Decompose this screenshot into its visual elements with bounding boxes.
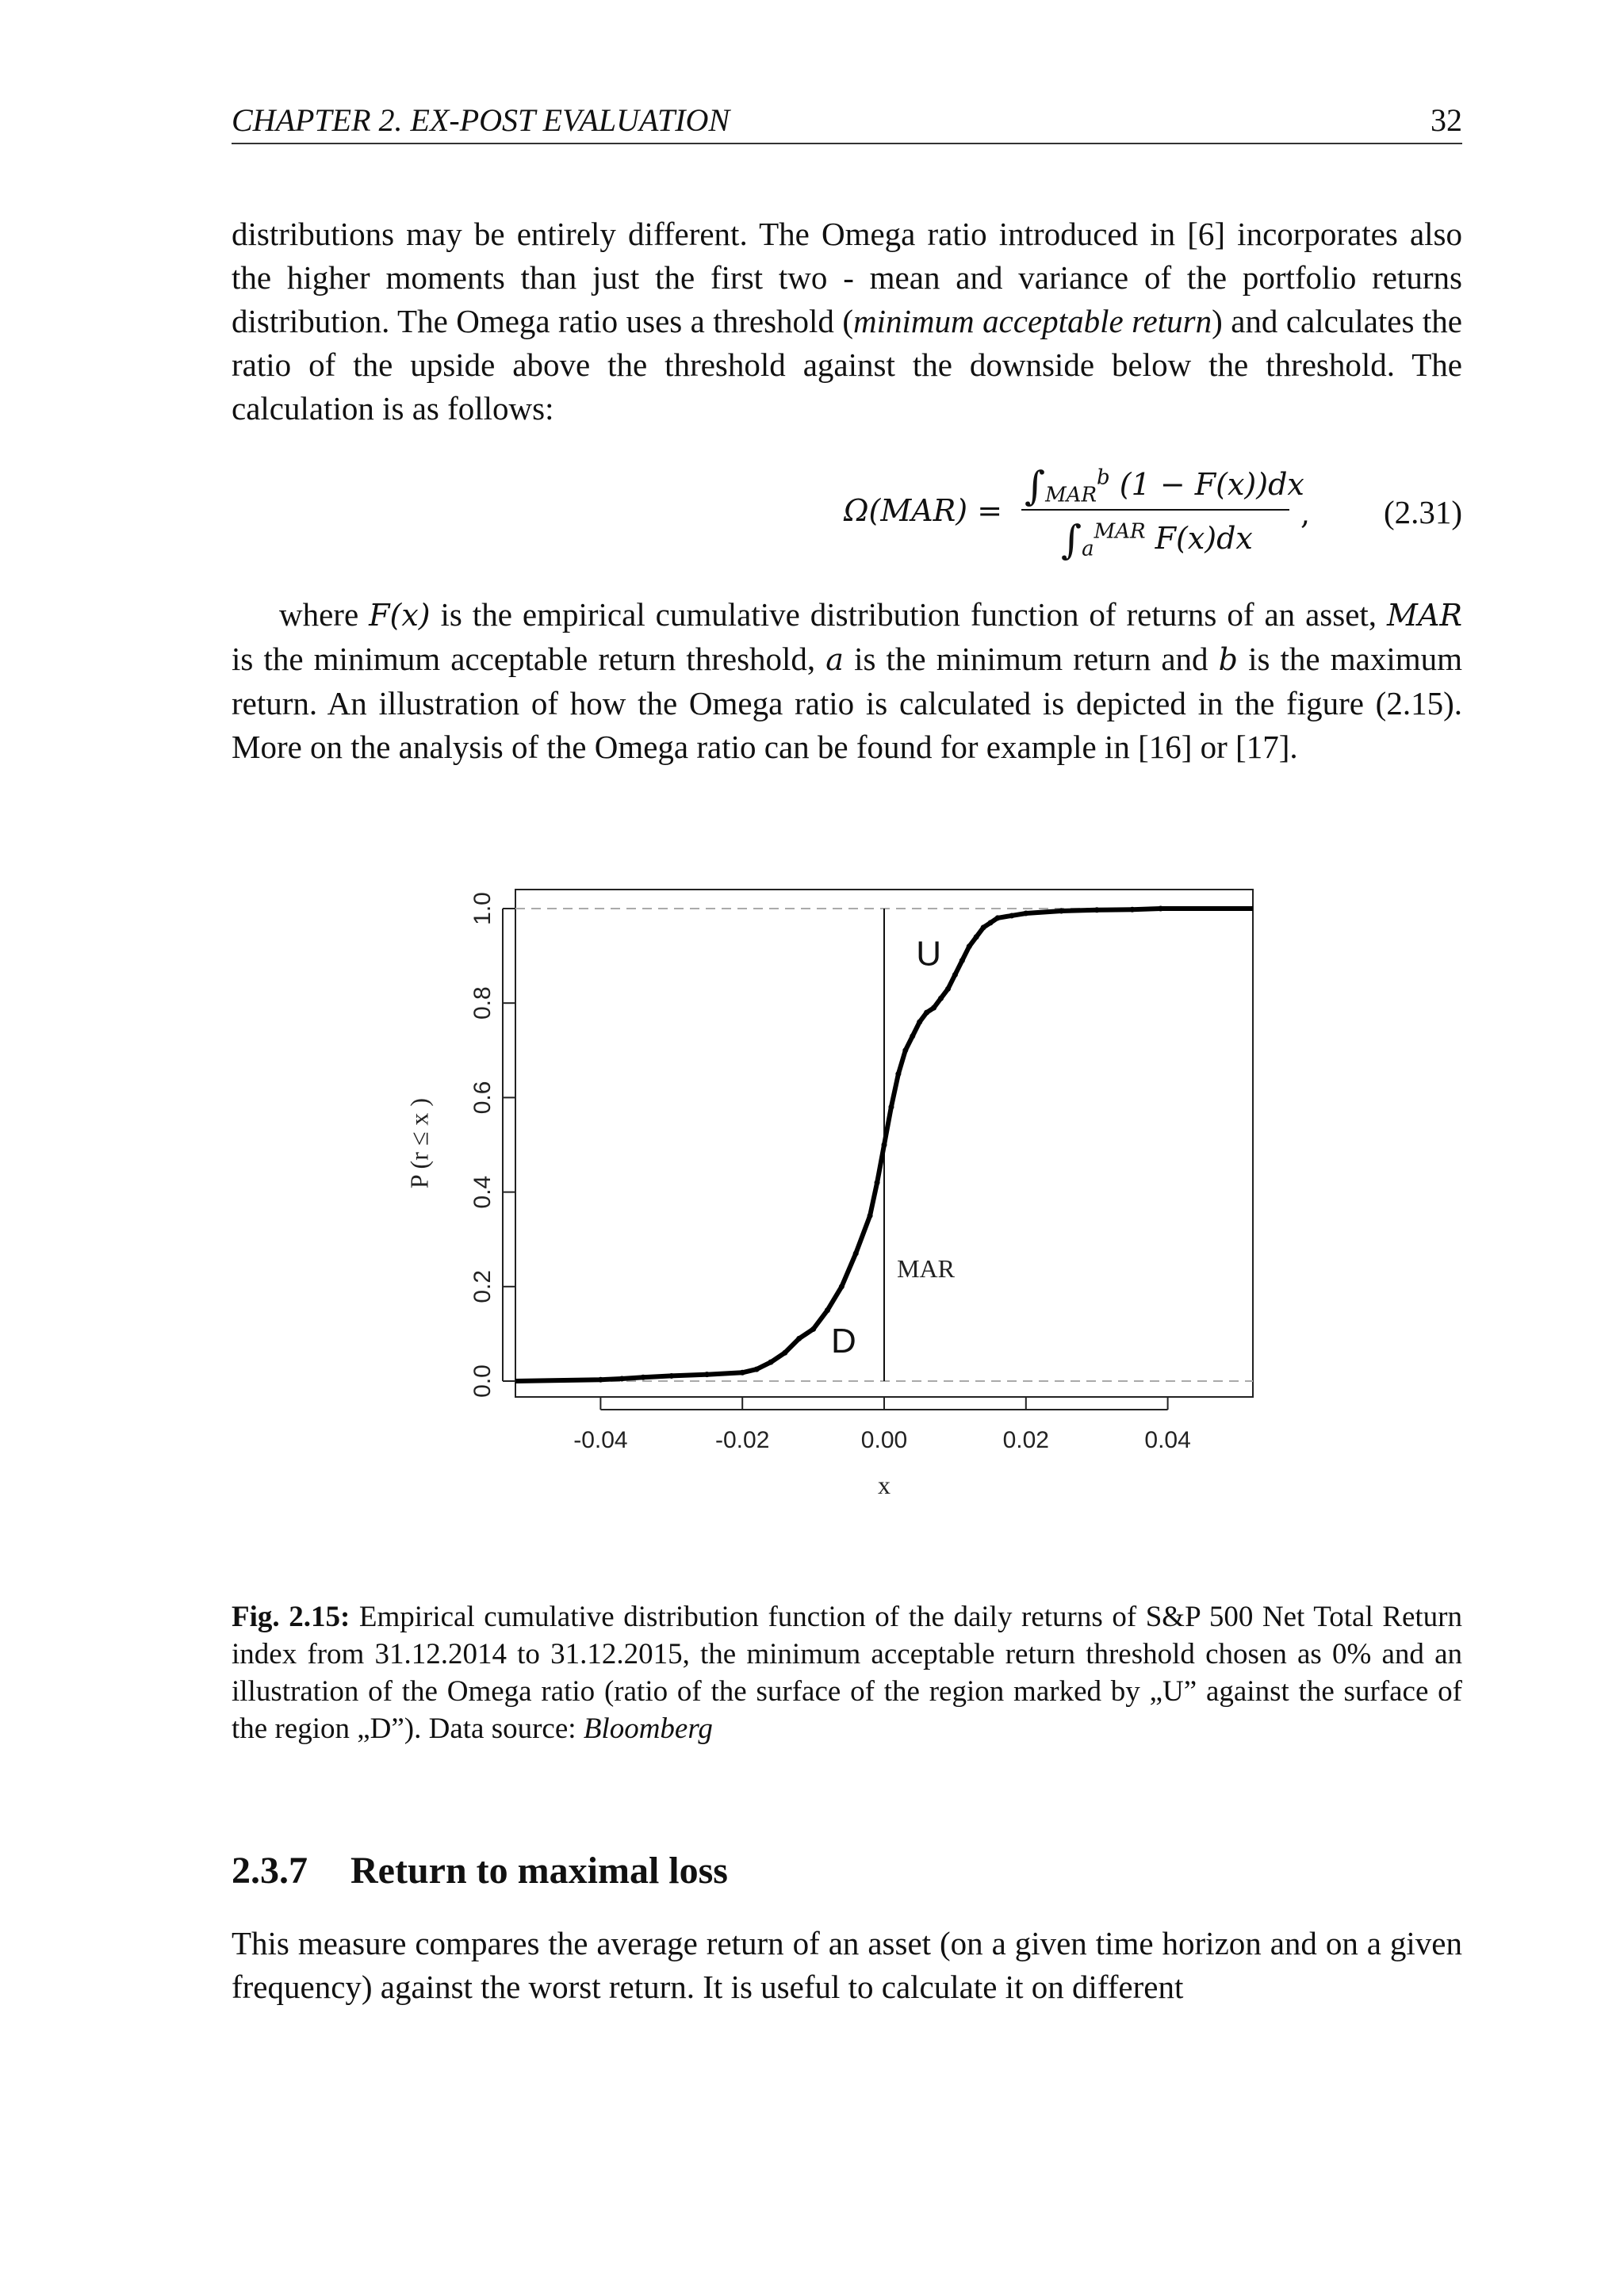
integral-sign-denominator: ∫ xyxy=(1061,517,1082,563)
paragraph2-text-2: is the empirical cumulative distribution function of returns of an asset, xyxy=(430,596,1388,633)
ecdf-point xyxy=(641,1375,646,1380)
ecdf-point xyxy=(839,1284,845,1289)
y-tick-label: 0.4 xyxy=(469,1175,496,1209)
paragraph2-text-5: is the maximum return. An illustration of how the Omega ratio is calculated is depicted in the figure (2.15). More on the analysis of the Omega ratio can be found for example in [16] or [17]. xyxy=(232,641,1462,765)
equation-number: (2.31) xyxy=(1383,494,1462,530)
x-tick-label: -0.02 xyxy=(715,1427,770,1453)
section-heading xyxy=(232,1847,728,1895)
ecdf-point xyxy=(1023,910,1028,916)
ecdf-point xyxy=(995,915,1001,920)
ecdf-point xyxy=(952,972,958,978)
page-header xyxy=(232,98,1462,144)
ecdf-point xyxy=(988,920,994,925)
paragraph2-text-3: is the minimum acceptable return threshold, xyxy=(232,641,826,677)
ecdf-point xyxy=(945,986,951,992)
fraction-bar xyxy=(1021,509,1289,511)
ecdf-point xyxy=(810,1326,816,1332)
denominator-lower-limit: a xyxy=(1082,537,1094,561)
ecdf-point xyxy=(1129,907,1135,913)
ecdf-point xyxy=(910,1033,915,1039)
denominator-body: F(x)dx xyxy=(1155,521,1253,556)
x-axis-label: x xyxy=(878,1471,891,1499)
ecdf-point xyxy=(782,1350,787,1356)
paragraph-omega-intro-part1: distributions may be entirely different. The Omega ratio introduced in [6] incorporates also the higher moments than just the first two - mean and variance of the portfolio returns distribution. The Omega ratio uses a threshold ( xyxy=(232,216,1462,339)
math-b: b xyxy=(1218,642,1238,677)
ecdf-point xyxy=(853,1251,859,1257)
y-tick-label: 0.2 xyxy=(469,1269,496,1303)
ecdf-point xyxy=(619,1376,625,1382)
numerator-upper-limit: b xyxy=(1097,465,1110,490)
numerator-lower-limit: MAR xyxy=(1045,483,1097,507)
y-axis-label: P (r ≤ x ) xyxy=(404,1097,434,1189)
caption-source: Bloomberg xyxy=(583,1712,713,1745)
ecdf-figure xyxy=(396,872,1269,1530)
equation-lhs: Ω(MAR) = xyxy=(844,493,1003,528)
paragraph-return-to-maxloss: This measure compares the average return of an asset (on a given time horizon and on a given frequency) against the worst return. It is useful to calculate it on different xyxy=(232,1925,1462,2005)
x-tick-label: 0.04 xyxy=(1144,1427,1191,1453)
ecdf-point xyxy=(704,1372,710,1377)
equation-numerator xyxy=(1025,463,1304,509)
ecdf-point xyxy=(1059,908,1064,913)
ecdf-point xyxy=(924,1010,929,1016)
paragraph-omega-intro-part2: ) and calculates the ratio of the upside above the threshold against the downside below the threshold. The calculation is as follows: xyxy=(232,303,1462,427)
x-tick-label: -0.04 xyxy=(573,1427,628,1453)
ecdf-point xyxy=(1009,913,1014,918)
ecdf-point xyxy=(668,1373,674,1379)
ecdf-point xyxy=(959,958,965,963)
ecdf-point xyxy=(875,1180,880,1185)
integral-sign-numerator: ∫ xyxy=(1025,463,1046,509)
ecdf-point xyxy=(1094,907,1100,913)
y-tick-label: 0.0 xyxy=(469,1364,496,1398)
x-tick-label: 0.00 xyxy=(860,1427,908,1453)
ecdf-point xyxy=(902,1047,908,1053)
y-tick-label: 1.0 xyxy=(469,892,496,925)
denominator-upper-limit: MAR xyxy=(1094,519,1146,544)
equation-denominator xyxy=(1061,517,1253,563)
ecdf-chart xyxy=(396,872,1269,1530)
paragraph2-text-1: where xyxy=(279,596,370,633)
ecdf-point xyxy=(598,1377,603,1383)
chapter-title: CHAPTER 2. EX-POST EVALUATION xyxy=(232,102,730,138)
ecdf-point xyxy=(895,1071,901,1077)
ecdf-point xyxy=(768,1360,773,1365)
y-tick-label: 0.8 xyxy=(469,986,496,1020)
ecdf-point xyxy=(740,1370,745,1376)
annotation-mar: MAR xyxy=(897,1253,955,1283)
ecdf-point xyxy=(917,1020,922,1025)
math-MAR: MAR xyxy=(1387,598,1462,633)
section-number: 2.3.7 xyxy=(232,1850,308,1892)
page-number: 32 xyxy=(1431,102,1462,138)
ecdf-point xyxy=(882,1142,887,1148)
ecdf-point xyxy=(825,1307,830,1313)
math-a: a xyxy=(825,642,844,677)
ecdf-point xyxy=(938,996,944,1001)
ecdf-point xyxy=(931,1005,936,1011)
annotation-d: D xyxy=(830,1322,856,1361)
ecdf-point xyxy=(1158,906,1163,912)
figure-caption xyxy=(232,1598,1462,1747)
ecdf-point xyxy=(796,1336,802,1341)
ecdf-point xyxy=(754,1367,760,1372)
ecdf-point xyxy=(888,1104,894,1110)
ecdf-point xyxy=(868,1213,873,1219)
math-F-of-x: F(x) xyxy=(369,598,431,633)
y-tick-label: 0.6 xyxy=(469,1081,496,1115)
numerator-body: (1 − F(x))dx xyxy=(1119,467,1304,502)
paragraph2-text-4: is the minimum return and xyxy=(843,641,1219,677)
annotation-u: U xyxy=(916,934,942,974)
x-tick-label: 0.02 xyxy=(1002,1427,1049,1453)
equation-comma: , xyxy=(1300,496,1311,531)
caption-text: Empirical cumulative distribution function of the daily returns of S&P 500 Net Total Return index from 31.12.2014 to 31.12.2015, the minimum acceptable return threshold chosen as 0% and an illustration of the Omega ratio (ratio of the surface of the region marked by „U” against the surface of the region „D”). Data source: xyxy=(232,1601,1462,1745)
paragraph-omega-intro-emphasis: minimum acceptable return xyxy=(853,303,1212,339)
caption-label: Fig. 2.15: xyxy=(232,1601,350,1633)
ecdf-point xyxy=(981,924,986,930)
omega-equation xyxy=(232,457,1462,568)
ecdf-point xyxy=(974,934,979,939)
section-title: Return to maximal loss xyxy=(350,1850,728,1892)
paragraph-omega-definition xyxy=(232,593,1462,769)
ecdf-point xyxy=(967,943,972,949)
paragraph-omega-intro xyxy=(232,212,1462,430)
